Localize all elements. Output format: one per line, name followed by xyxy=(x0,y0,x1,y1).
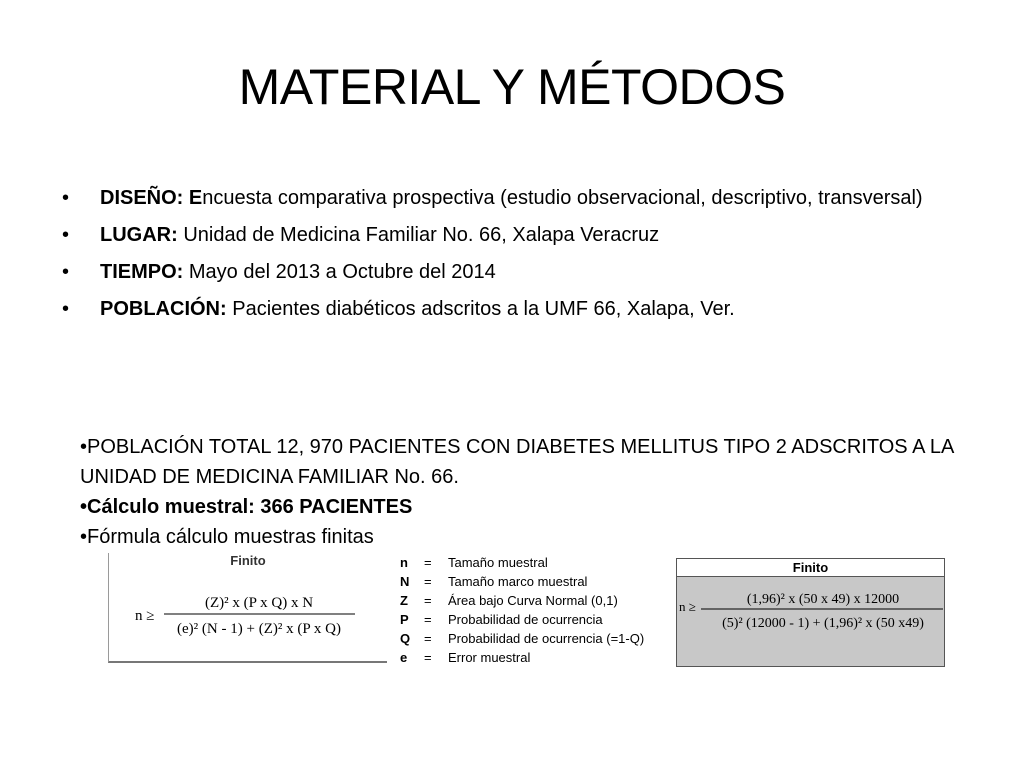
bullet-text: ncuesta comparativa prospectiva (estudio observacional, descriptivo, transversal) xyxy=(202,187,923,209)
formula-n-geq: n ≥ xyxy=(135,608,155,624)
legend-key: Q xyxy=(400,631,411,646)
bullet-place xyxy=(62,220,962,250)
bullet-label: TIEMPO: xyxy=(100,261,184,283)
bullet-dot: • xyxy=(62,261,70,283)
formula-header: Finito xyxy=(230,553,266,568)
legend-row xyxy=(400,648,670,667)
legend-desc: Probabilidad de ocurrencia (=1-Q) xyxy=(448,631,645,646)
formula-denominator: (e)² (N - 1) + (Z)² x (P x Q) xyxy=(177,621,341,637)
legend-eq: = xyxy=(424,631,432,646)
bullet-list xyxy=(62,183,962,331)
bullet-dot: • xyxy=(62,224,70,246)
legend-key: n xyxy=(400,555,408,570)
legend-eq: = xyxy=(424,612,432,627)
legend-eq: = xyxy=(424,593,432,608)
summary-formula-label: •Fórmula cálculo muestras finitas xyxy=(80,526,374,548)
legend-desc: Área bajo Curva Normal (0,1) xyxy=(448,593,618,608)
legend-eq: = xyxy=(424,574,432,589)
summary-sample-size: •Cálculo muestral: 366 PACIENTES xyxy=(80,496,413,518)
example-denominator: (5)² (12000 - 1) + (1,96)² x (50 x49) xyxy=(722,616,924,631)
finite-formula-image xyxy=(108,553,387,663)
legend-row xyxy=(400,553,670,572)
bullet-population xyxy=(62,294,962,324)
bullet-dot: • xyxy=(62,187,70,209)
legend-row xyxy=(400,591,670,610)
legend-desc: Tamaño muestral xyxy=(448,555,548,570)
slide-title: MATERIAL Y MÉTODOS xyxy=(238,59,786,115)
example-header: Finito xyxy=(677,559,944,577)
bullet-label: LUGAR: xyxy=(100,224,178,246)
bullet-text: Pacientes diabéticos adscritos a la UMF 66, Xalapa, Ver. xyxy=(226,298,735,320)
bullet-label: POBLACIÓN: xyxy=(100,298,227,320)
formula-numerator: (Z)² x (P x Q) x N xyxy=(204,595,314,611)
example-numerator: (1,96)² x (50 x 49) x 12000 xyxy=(746,592,900,607)
legend-row xyxy=(400,610,670,629)
bullet-design xyxy=(62,183,962,213)
legend-key: Z xyxy=(400,593,408,608)
legend-key: N xyxy=(400,574,410,589)
example-n-geq: n ≥ xyxy=(679,599,696,614)
legend-key: e xyxy=(400,650,408,665)
legend-key: P xyxy=(400,612,409,627)
legend-eq: = xyxy=(424,555,432,570)
summary-block xyxy=(80,432,990,552)
bullet-time xyxy=(62,257,962,287)
legend-desc: Error muestral xyxy=(448,650,531,665)
bullet-text: Mayo del 2013 a Octubre del 2014 xyxy=(183,261,496,283)
summary-total-population: •POBLACIÓN TOTAL 12, 970 PACIENTES CON DIABETES MELLITUS TIPO 2 ADSCRITOS A LA UNIDAD DE MEDICINA FAMILIAR No. 66. xyxy=(80,436,954,488)
legend-row xyxy=(400,572,670,591)
legend-row xyxy=(400,629,670,648)
legend-desc: Probabilidad de ocurrencia xyxy=(448,612,603,627)
legend-desc: Tamaño marco muestral xyxy=(448,574,588,589)
formula-svg xyxy=(109,553,387,659)
bullet-text: Unidad de Medicina Familiar No. 66, Xalapa Veracruz xyxy=(177,224,660,246)
formula-legend xyxy=(400,553,670,667)
bullet-label: DISEÑO: E xyxy=(100,187,203,209)
legend-eq: = xyxy=(424,650,432,665)
example-svg xyxy=(677,559,944,666)
bullet-dot: • xyxy=(62,298,70,320)
finite-example-image xyxy=(676,558,945,667)
